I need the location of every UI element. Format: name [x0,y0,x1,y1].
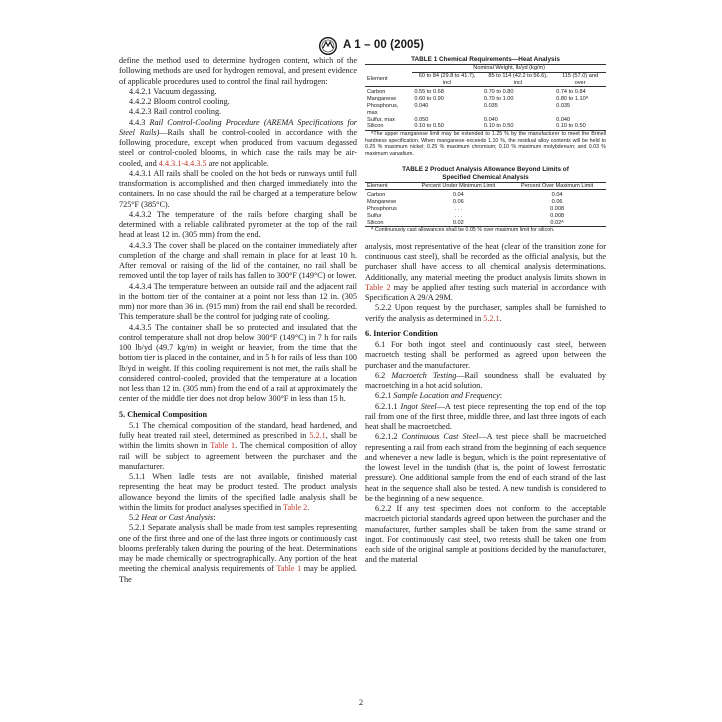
text-run: 5.1.1 When ladle tests are not available, finished material representing the heat may be product tested. The product analysis allowance beyond the limits of the specified ladle analysis shall be within the limits for product analyses specified in [119,472,357,512]
table-header: Element [367,182,388,189]
table-row [365,206,606,213]
table-1-footnote: ᴬThe upper manganese limit may be extended to 1.25 % by the manufacturer to meet the Brinell hardness specification. When manganese exceeds 1.10 %, the residual alloy contents will be held to 0.25 % maximum nickel; 0.25 % maximum chromium; 0.10 % maximum molybdenum; and 0.03 % maximum vanadium. [365,131,606,157]
cross-reference-link[interactable]: 5.2.1 [483,313,500,323]
table-2-title-line2: Specified Chemical Analysis [442,173,529,181]
table-row [365,87,606,96]
table-row [365,199,606,206]
text-run: 5.1 The chemical composition of the standard, head hardened, and fully heat treated rail steel, determined as prescribed in [119,420,357,440]
standard-designation: A 1 – 00 (2005) [343,39,424,51]
text-run: . [307,502,310,512]
table-1-title: TABLE 1 Chemical Requirements—Heat Analysis [411,56,560,63]
astm-logo-icon [318,37,338,55]
cross-reference-link[interactable]: 5.2.1 [309,431,326,440]
table-row [365,96,606,103]
text-run: —Rail soundness shall be evaluated by macroetching in a hot acid solution. [365,370,607,391]
table-cell: 0.10 to 0.50 [556,123,586,130]
paragraph [119,421,357,472]
table-1-block [365,56,606,158]
table-cell: 0.55 to 0.68 [414,89,444,96]
table-group-header: Nominal Weight, lb/yd (kg/m) [412,65,606,73]
paragraph: 6.2.2 If any test specimen does not conform to the acceptable macroetch pictorial standards agreed upon between the purchaser and the manufacturer, further samples shall be taken from the same strand or ingot. For continuously cast steel, two retests shall be taken one from each side of the original sample at positions decided by the manufacturer, and the material [365,504,606,565]
clause-number: 6.2.1.1 [375,401,401,411]
table-cell: 0.040 [556,116,571,123]
table-header: 115 (57.0) and over [562,72,599,86]
table-cell: 0.050 [414,116,429,123]
paragraph [365,303,606,324]
table-cell: Phosphorus, max [367,102,399,116]
table-cell: Manganese [367,96,397,103]
clause-number: 4.4.3 [129,117,150,127]
table-2 [365,182,606,228]
text-run: —Rails shall be control-cooled in accordance with the following procedure, except when produced from vacuum degassed steel or control-cooled blooms, in which case the rails may be air-cooled, and [119,127,357,168]
table-row [365,117,606,124]
cross-reference-link[interactable]: Table 1 [210,441,236,451]
paragraph: define the method used to determine hydrogen content, which of the following methods are used for hydrogen removal, and present evidence of applicable procedures used to control the final rail hydrogen: [119,56,357,86]
left-column [119,56,357,585]
table-cell: 0.035 [483,102,498,109]
table-cell: 0.70 to 1.00 [483,96,514,103]
text-run: 5.2.2 Upon request by the purchaser, samples shall be furnished to verify the analysis as determined in [365,303,606,323]
table-header: Percent Over Maximum Limit [521,182,594,189]
paragraph [119,513,357,523]
paragraph: 4.4.3.4 The temperature between an outside rail and the adjacent rail in the bottom tier of the container at a point not less than 12 in. (305 mm) nor more than 36 in. (915 mm) from the rail end shall be recorded. This temperature shall be the control for judging rate of cooling. [119,281,357,322]
table-row [365,220,606,227]
paragraph: 4.4.2.2 Bloom control cooling. [129,97,230,106]
paragraph: 4.4.3.2 The temperature of the rails before charging shall be determined with a reliable calibrated pyrometer at the top of the rail head at least 12 in. (305 mm) from the end. [119,209,357,240]
right-column [365,56,606,566]
text-run: : [499,391,503,401]
table-cell: 0.008 [550,205,565,212]
page-number: 2 [358,697,364,707]
paragraph [119,472,357,513]
table-header: 85 to 114 (42.2 to 56.6), incl [488,72,548,86]
table-row [365,103,606,117]
text-run: . [499,313,502,323]
clause-title: Sample Location and Frequency [393,391,500,401]
paragraph: 4.4.3.1 All rails shall be cooled on the hot beds or runways until full transformation is accomplished and then charged immediately into the containers. In no case should the rail be charged at a temperature below 725°F (385°C). [119,168,357,209]
table-2-footnote: ᴬ Continuously cast allowances shall be 0.05 % over maximum limit for silicon. [371,227,555,234]
text-run: 5.2.1 Separate analysis shall be made from test samples representing one of the first three and one of the last three ingots or continuously cast blooms preferably taken during the pouring of the heat. Determinations may be made chemically or spectrographically. Any portion of the heat meeting the chemical analysis requirements of [119,523,357,574]
table-cell: Silicon [367,123,384,130]
clause-title: Continuous Cast Steel [401,432,479,442]
paragraph: 4.4.3.3 The cover shall be placed on the container immediately after completion of the charge and shall remain in place for at least 10 h. After removal or raising of the lid of the container, no rail shall be removed until the top layer of rails has fallen to 300°F (149°C) or lower. [119,240,357,281]
table-cell: 0.04 [551,192,563,199]
table-cell: 0.06 [551,199,563,206]
clause-title: Heat or Cast Analysis [141,513,214,522]
table-cell: Phosphorus [367,205,397,212]
section-heading: 6. Interior Condition [365,328,438,338]
paragraph: 4.4.2.1 Vacuum degassing. [129,86,217,96]
clause-number: 5.2 [129,513,142,522]
paragraph: 4.4.2.3 Rail control cooling. [129,107,222,117]
text-run: may be applied after testing such material in accordance with Specification A 29/A 29M. [365,282,606,303]
clause-number: 6.2.1.2 [375,432,402,442]
table-row [365,190,606,199]
text-run: —A test piece shall be macroetched representing a rail from each strand from the beginning of each sequence and whenever a new ladle is begun, which is the point representative of the lowest level in the tundish (that is, the point of lowest ferrostatic pressure). One additional sample from the end of each strand of the last heat in the sequence shall also be tested. A new tundish is considered to be the beginning of a new sequence. [365,432,606,503]
table-cell: 0.10 to 0.50 [483,123,514,130]
text-run: : [213,513,216,522]
table-cell: 0.02 [452,219,464,226]
paragraph: 6.1 For both ingot steel and continuously cast steel, between macroetch testing shall be performed as agreed upon between the purchaser and the manufacturer. [365,340,606,370]
table-cell: 0.040 [414,102,429,109]
table-cell [365,65,412,73]
table-cell: 0.02ᴬ [550,219,564,226]
table-cell: Silicon [367,219,384,226]
clause-number: 6.2.1 [375,391,394,401]
table-2-title: TABLE 2 Product Analysis Allowance Beyond Limits of [402,165,569,173]
table-cell: 0.035 [556,102,571,109]
text-run: may be applied. The [119,564,357,584]
text-run: —A test piece representing the top end of the top rail from one of the first three, middle three, and last three ingots of each heat shall be macroetched. [365,401,607,432]
table-cell: 0.60 to 0.90 [414,96,444,103]
table-cell: 0.04 [452,192,464,199]
table-row [365,213,606,220]
cross-reference-link[interactable]: Table 2 [283,502,308,512]
cross-reference-link[interactable]: Table 1 [276,564,302,574]
paragraph [365,432,606,504]
table-cell: Sulfur [367,212,382,219]
text-run: . The chemical composition of alloy rail will be subject to agreement between the purchaser and the manufacturer. [119,441,357,471]
table-header: Percent Under Minimum Limit [421,182,496,189]
clause-title: Macroetch Testing [391,370,457,380]
table-1 [365,64,606,131]
table-cell: Carbon [367,89,386,96]
paragraph [365,371,606,392]
text-run: are not applicable. [206,158,269,168]
paragraph [365,391,606,401]
table-cell: 0.10 to 0.50 [414,123,444,130]
cross-reference-link[interactable]: Table 2 [365,282,391,292]
table-cell: Sulfur, max [367,116,395,123]
section-heading: 5. Chemical Composition [119,409,208,419]
table-cell: 0.008 [550,212,565,219]
table-cell: 0.80 to 1.10ᴬ [556,96,589,103]
table-cell: 0.74 to 0.84 [556,89,586,96]
clause-title: Rail Control-Cooling Procedure (AREMA Specifications for Steel Rails) [119,117,357,137]
clause-title: Ingot Steel [400,401,437,411]
table-cell: 0.06 [452,199,464,206]
table-cell: . . . [454,205,463,212]
paragraph [365,242,606,304]
table-2-block [365,166,606,234]
paragraph [119,523,357,585]
table-cell: 0.040 [483,116,498,123]
page-header [0,37,722,57]
table-cell: Manganese [367,199,397,206]
text-run: analysis, most representative of the heat (clear of the transition zone for continuous cast steel), shall be recorded as the official analysis, but the purchaser shall have access to all chemical analysis determinations. Additionally, any material meeting the product analysis limits shown in [365,241,606,282]
table-row [365,123,606,130]
table-header: 60 to 84 (29.8 to 41.7), incl [418,72,476,86]
paragraph [119,118,357,169]
cross-reference-link[interactable]: 4.4.3.1-4.4.3.5 [158,158,207,168]
table-cell: 0.70 to 0.80 [483,89,514,96]
table-cell: . . . [454,212,463,219]
paragraph: 4.4.3.5 The container shall be so protected and insulated that the control temperature shall not drop below 300°F (149°C) in 7 h for rails 100 lb/yd (49.7 kg/m) in weight or heavier, from the time that the bottom tier is placed in the container, and in 5 h for rails of less than 100 lb/yd in weight. If this cooling requirement is not met, the rails shall be considered control-cooled, provided that the temperature at a location not less than 12 in. (305 mm) from the end of a rail at approximately the center of the middle tier does not drop below 300°F in less than 15 h. [119,322,357,404]
table-cell: Carbon [367,192,386,199]
clause-number: 6.2 [375,370,392,380]
paragraph [365,402,606,433]
table-header: Element [367,75,388,82]
text-run: , shall be within the limits shown in [119,431,357,451]
